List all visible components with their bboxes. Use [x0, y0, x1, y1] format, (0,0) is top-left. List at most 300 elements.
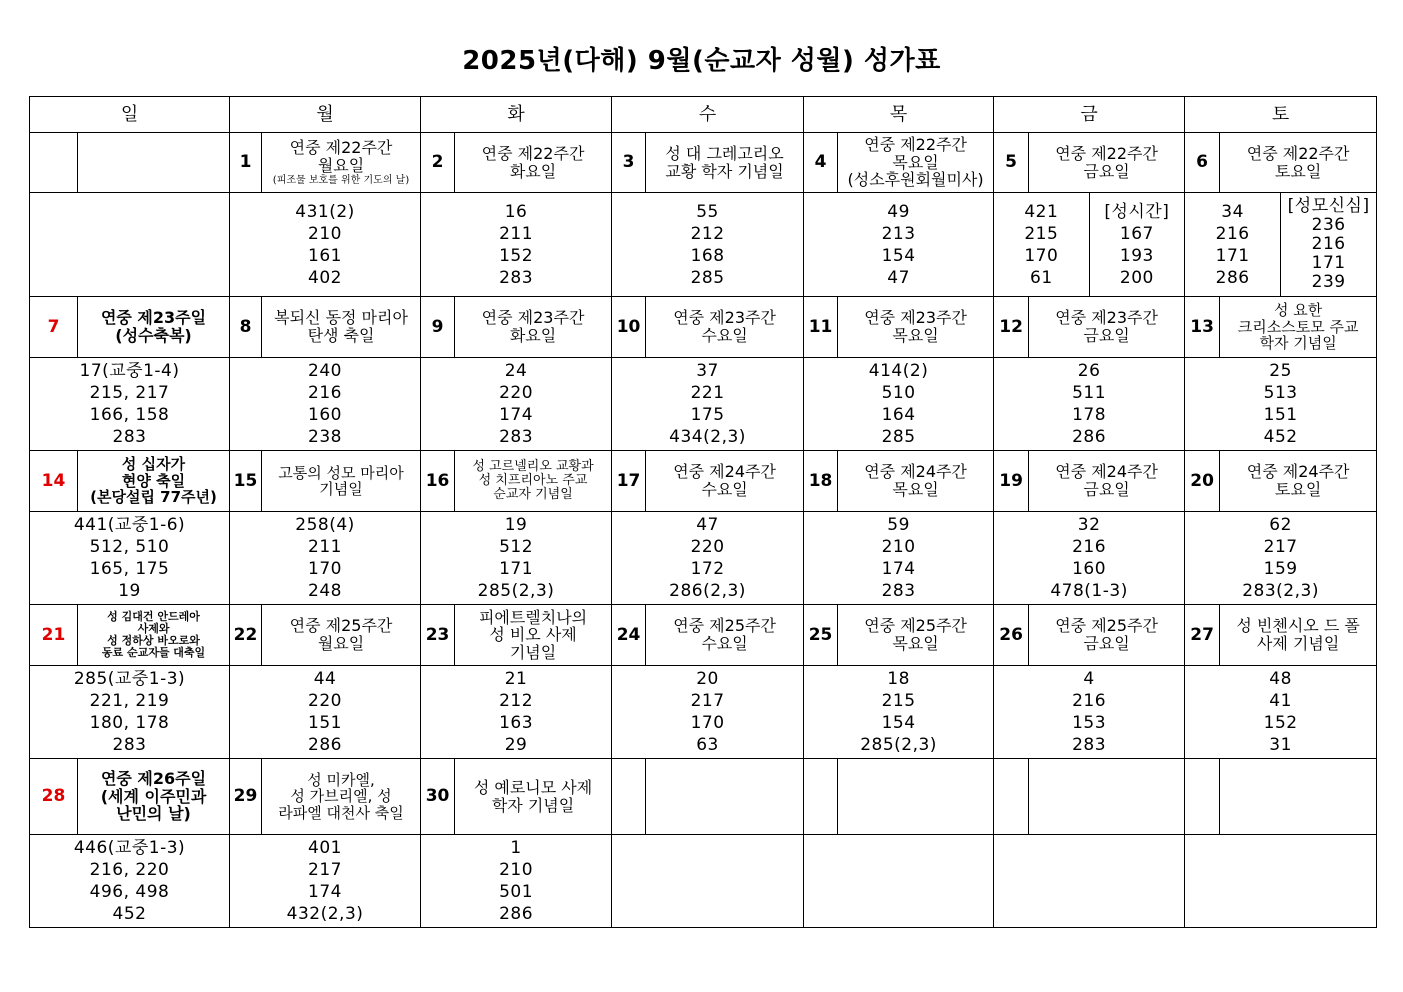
songs-marian-devotion [1281, 193, 1376, 296]
song: 174 [499, 405, 534, 425]
day-number: 23 [421, 605, 455, 666]
song: 286(2,3) [669, 581, 746, 601]
song: 55 [696, 201, 719, 222]
song: 285 [881, 427, 916, 447]
day-number: 13 [1185, 297, 1220, 358]
song-heading: [성시간] [1104, 201, 1170, 222]
song: 63 [696, 735, 719, 755]
song: 4 [1083, 669, 1095, 689]
songs-cell [230, 666, 421, 759]
song: 163 [499, 713, 534, 733]
songs-cell [230, 512, 421, 605]
feast-line: 성 예로니모 사제 [473, 777, 593, 797]
song: 19 [504, 515, 528, 535]
feast-cell [78, 133, 230, 193]
feast-line: 복되신 동정 마리아 [274, 308, 408, 328]
day-number: 14 [30, 451, 78, 512]
songs-cell [30, 358, 230, 451]
day-number: 28 [30, 759, 78, 835]
song-heading: [성모신심] [1287, 196, 1370, 216]
feast-line: 성 대 그레고리오 [665, 143, 784, 163]
feast-line: 순교자 기념일 [493, 487, 573, 503]
day-number: 3 [612, 133, 646, 193]
song: 221, 219 [89, 691, 170, 711]
song: 180, 178 [89, 713, 170, 733]
song: 168 [690, 245, 725, 266]
songs-cell [30, 193, 230, 297]
song: 166, 158 [89, 405, 170, 425]
feast-cell [646, 451, 804, 512]
empty-day-number [994, 759, 1029, 835]
week2-songs-row [30, 358, 1377, 451]
feast-line: 목요일 [892, 480, 939, 499]
song: 212 [690, 223, 725, 244]
song: 452 [1263, 427, 1298, 447]
feast-line: (성소후원회월미사) [847, 170, 984, 190]
song: 210 [499, 860, 534, 880]
feast-line: 피에트렐치나의 [478, 607, 588, 627]
song: 48 [1269, 669, 1292, 689]
empty-day-number [1185, 759, 1220, 835]
day-number: 18 [804, 451, 838, 512]
songs-cell [804, 358, 994, 451]
song: 217 [308, 860, 342, 880]
song: 283 [112, 735, 147, 755]
songs-mass [994, 193, 1090, 296]
week5-feast-row [30, 759, 1377, 835]
week3-feast-row [30, 451, 1377, 512]
song: 286 [1215, 267, 1250, 288]
day-number: 5 [994, 133, 1029, 193]
song: 213 [881, 223, 916, 244]
feast-line: 고통의 성모 마리아 [278, 463, 404, 482]
feast-line: 목요일 [892, 634, 939, 653]
feast-line: 연중 제22주간 [481, 143, 585, 163]
day-number: 17 [612, 451, 646, 512]
day-number: 10 [612, 297, 646, 358]
song: 178 [1072, 405, 1107, 425]
empty-songs-cell [804, 835, 994, 928]
song: 174 [881, 559, 916, 579]
feast-line: 난민의 날) [116, 804, 191, 824]
song: 215, 217 [89, 383, 170, 403]
feast-line: 탄생 축일 [307, 326, 375, 345]
feast-cell [1029, 297, 1185, 358]
songs-cell [421, 835, 612, 928]
song: 61 [1030, 267, 1053, 288]
song: 160 [308, 405, 342, 425]
feast-cell [455, 605, 612, 666]
song: 285 [690, 267, 725, 288]
weekday-thu: 목 [804, 97, 994, 133]
song: 167 [1119, 223, 1154, 244]
feast-cell [455, 133, 612, 193]
empty-feast-cell [646, 759, 804, 835]
song: 216 [1072, 537, 1107, 557]
feast-cell [1220, 297, 1377, 358]
day-number: 21 [30, 605, 78, 666]
song: 210 [881, 537, 916, 557]
song: 62 [1269, 515, 1292, 535]
day-number: 25 [804, 605, 838, 666]
songs-cell [804, 512, 994, 605]
week1-feast-row [30, 133, 1377, 193]
song: 239 [1311, 272, 1346, 292]
feast-line: 연중 제25주간 [289, 616, 393, 636]
feast-line: 연중 제24주간 [864, 462, 967, 482]
weekday-fri: 금 [994, 97, 1185, 133]
feast-line: 연중 제25주간 [1055, 616, 1158, 636]
song: 211 [308, 537, 342, 557]
song: 152 [1263, 713, 1298, 733]
song: 221 [690, 383, 725, 403]
song: 283(2,3) [1242, 581, 1319, 601]
feast-cell [646, 605, 804, 666]
day-number: 19 [994, 451, 1029, 512]
page-title: 2025년(다해) 9월(순교자 성월) 성가표 [462, 46, 941, 76]
feast-line: 성 김대건 안드레아 [107, 609, 200, 623]
song: 220 [308, 691, 342, 711]
song: 47 [696, 515, 719, 535]
song: 172 [690, 559, 725, 579]
songs-cell [612, 193, 804, 297]
song: 211 [499, 223, 534, 244]
song: 496, 498 [89, 882, 170, 902]
day-number: 6 [1185, 133, 1220, 193]
weekday-wed: 수 [612, 97, 804, 133]
song: 161 [308, 245, 342, 266]
song: 154 [881, 245, 916, 266]
feast-line: 연중 제22주간 [289, 138, 393, 158]
songs-cell [30, 512, 230, 605]
feast-line: 화요일 [509, 326, 557, 345]
feast-cell [1029, 133, 1185, 193]
feast-cell [838, 451, 994, 512]
feast-line: 금요일 [1083, 326, 1130, 345]
feast-line: 월요일 [317, 156, 365, 175]
feast-cell [78, 451, 230, 512]
song: 170 [690, 713, 725, 733]
feast-line: 금요일 [1083, 161, 1130, 181]
song: 220 [499, 383, 534, 403]
day-number: 9 [421, 297, 455, 358]
song: 41 [1269, 691, 1292, 711]
day-number: 7 [30, 297, 78, 358]
feast-cell [838, 605, 994, 666]
songs-cell-split [1185, 193, 1377, 297]
empty-songs-cell [994, 835, 1185, 928]
song: 286 [499, 904, 534, 924]
feast-line: 연중 제23주간 [1055, 308, 1158, 328]
songs-cell [994, 512, 1185, 605]
song: 258(4) [295, 515, 355, 535]
feast-line: 수요일 [701, 634, 748, 653]
song: 1 [510, 838, 522, 858]
day-number: 29 [230, 759, 262, 835]
song: 21 [504, 669, 528, 689]
feast-cell [838, 297, 994, 358]
feast-line: 금요일 [1083, 634, 1130, 653]
day-number: 16 [421, 451, 455, 512]
song: 44 [313, 669, 337, 689]
feast-cell [646, 133, 804, 193]
song: 283 [499, 267, 534, 288]
song: 285(2,3) [477, 581, 555, 601]
feast-line: 월요일 [317, 634, 365, 653]
feast-cell [838, 133, 994, 193]
song: 431(2) [295, 201, 355, 222]
song: 16 [504, 201, 528, 222]
songs-cell [30, 666, 230, 759]
song: 402 [308, 267, 342, 288]
day-number: 30 [421, 759, 455, 835]
song: 285(2,3) [860, 735, 937, 755]
songs-cell [612, 512, 804, 605]
empty-feast-cell [1220, 759, 1377, 835]
day-number: 11 [804, 297, 838, 358]
feast-line: 기념일 [319, 480, 363, 498]
song: 215 [1024, 223, 1059, 244]
feast-line: 연중 제23주간 [864, 308, 967, 328]
feast-line: 라파엘 대천사 축일 [278, 803, 404, 822]
hymn-schedule-table [29, 96, 1377, 928]
song: 286 [1072, 427, 1107, 447]
feast-cell [262, 759, 421, 835]
feast-line: 연중 제22주간 [1246, 143, 1350, 163]
song: 511 [1072, 383, 1107, 403]
song: 171 [499, 559, 534, 579]
song: 17(교중1-4) [79, 361, 180, 381]
song: 216 [1215, 223, 1250, 244]
feast-line: 학자 기념일 [1259, 334, 1337, 353]
song: 210 [308, 223, 342, 244]
song: 20 [696, 669, 719, 689]
empty-feast-cell [838, 759, 994, 835]
song: 171 [1311, 253, 1346, 273]
song: 513 [1263, 383, 1298, 403]
day-number: 26 [994, 605, 1029, 666]
song: 175 [690, 405, 725, 425]
songs-cell [1185, 358, 1377, 451]
songs-cell [421, 193, 612, 297]
songs-cell [421, 512, 612, 605]
feast-line: 연중 제23주일 [100, 308, 207, 328]
weekday-mon: 월 [230, 97, 421, 133]
feast-cell [1029, 451, 1185, 512]
songs-mass [1185, 193, 1281, 296]
song: 286 [308, 735, 342, 755]
songs-cell [804, 193, 994, 297]
song: 29 [504, 735, 528, 755]
feast-cell [1220, 451, 1377, 512]
song: 283 [1072, 735, 1107, 755]
weekday-tue: 화 [421, 97, 612, 133]
feast-line: 성 빈첸시오 드 폴 [1236, 616, 1360, 636]
feast-line: 연중 제23주간 [481, 308, 585, 328]
song: 434(2,3) [669, 427, 746, 447]
day-number: 12 [994, 297, 1029, 358]
song: 236 [1311, 215, 1346, 235]
songs-cell [612, 666, 804, 759]
day-number: 8 [230, 297, 262, 358]
song: 212 [499, 691, 534, 711]
feast-cell [78, 759, 230, 835]
song: 414(2) [868, 361, 929, 381]
feast-line: 성 치프리아노 주교 [478, 472, 588, 488]
song: 49 [887, 201, 910, 222]
empty-day-number [804, 759, 838, 835]
song: 216 [308, 383, 342, 403]
feast-line: 크리소스토모 주교 [1237, 317, 1359, 336]
empty-songs-cell [1185, 835, 1377, 928]
feast-cell [455, 297, 612, 358]
songs-cell [30, 835, 230, 928]
day-number: 15 [230, 451, 262, 512]
song: 452 [112, 904, 147, 924]
song: 24 [504, 361, 528, 381]
feast-line: 성 미카엘, [307, 770, 375, 789]
song: 240 [308, 361, 342, 381]
day-number: 4 [804, 133, 838, 193]
song: 170 [308, 559, 342, 579]
weekday-header-row [30, 97, 1377, 133]
song: 285(교중1-3) [73, 669, 186, 689]
song: 164 [881, 405, 916, 425]
song: 238 [308, 427, 342, 447]
feast-line: 토요일 [1274, 161, 1322, 181]
song: 200 [1119, 267, 1154, 288]
feast-line: (본당설립 77주년) [90, 488, 217, 507]
song: 59 [887, 515, 910, 535]
feast-line: 현양 축일 [121, 471, 186, 490]
song: 47 [887, 267, 910, 288]
song: 18 [887, 669, 910, 689]
song: 171 [1215, 245, 1250, 266]
feast-line: 연중 제25주간 [864, 616, 967, 636]
feast-line: 수요일 [701, 326, 748, 345]
feast-cell [262, 451, 421, 512]
day-number: 22 [230, 605, 262, 666]
song: 217 [690, 691, 725, 711]
songs-cell [994, 358, 1185, 451]
feast-cell [646, 297, 804, 358]
songs-cell [421, 358, 612, 451]
songs-cell [421, 666, 612, 759]
songs-holy-hour [1090, 193, 1185, 296]
song: 153 [1072, 713, 1107, 733]
song: 151 [308, 713, 342, 733]
song: 478(1-3) [1050, 581, 1128, 601]
feast-line: 연중 제24주간 [673, 462, 776, 482]
song: 283 [499, 427, 534, 447]
feast-line: 토요일 [1274, 480, 1322, 499]
feast-cell [1029, 605, 1185, 666]
week1-songs-row [30, 193, 1377, 297]
song: 441(교중1-6) [73, 515, 186, 535]
song: 283 [881, 581, 916, 601]
week4-feast-row [30, 605, 1377, 666]
feast-cell [78, 605, 230, 666]
feast-line: 성 가브리엘, 성 [290, 787, 392, 806]
day-number: 20 [1185, 451, 1220, 512]
week3-songs-row [30, 512, 1377, 605]
day-number: 2 [421, 133, 455, 193]
song: 160 [1072, 559, 1107, 579]
song: 34 [1221, 201, 1244, 222]
song: 421 [1024, 201, 1059, 222]
feast-cell [455, 759, 612, 835]
day-number: 24 [612, 605, 646, 666]
song: 193 [1119, 245, 1154, 266]
feast-line: 금요일 [1083, 480, 1130, 499]
week5-songs-row [30, 835, 1377, 928]
song: 174 [308, 882, 342, 902]
feast-line: 연중 제25주간 [673, 616, 776, 636]
song: 216 [1072, 691, 1107, 711]
songs-cell [612, 358, 804, 451]
week2-feast-row [30, 297, 1377, 358]
empty-day-number [612, 759, 646, 835]
song: 501 [499, 882, 534, 902]
weekday-sun: 일 [30, 97, 230, 133]
songs-cell [230, 193, 421, 297]
feast-line: 연중 제24주간 [1055, 462, 1158, 482]
feast-line: 연중 제22주간 [1055, 143, 1158, 163]
song: 512, 510 [89, 537, 170, 557]
feast-line: 연중 제23주간 [673, 308, 776, 328]
feast-line: 연중 제26주일 [100, 769, 207, 789]
feast-line: 목요일 [892, 326, 939, 345]
feast-line: (세계 이주민과 [100, 786, 207, 806]
feast-line: 동료 순교자들 대축일 [101, 646, 206, 660]
songs-cell [804, 666, 994, 759]
week4-songs-row [30, 666, 1377, 759]
songs-cell [230, 358, 421, 451]
song: 510 [881, 383, 916, 403]
song: 165, 175 [89, 559, 170, 579]
feast-line: 성 정하상 바오로와 [107, 634, 200, 647]
feast-line: 목요일 [892, 152, 939, 172]
feast-cell [455, 451, 612, 512]
song: 215 [881, 691, 916, 711]
feast-line: (성수축복) [115, 326, 192, 345]
song: 37 [696, 361, 719, 381]
song: 512 [499, 537, 534, 557]
empty-songs-cell [612, 835, 804, 928]
song: 19 [118, 581, 141, 601]
song: 220 [690, 537, 725, 557]
empty-feast-cell [1029, 759, 1185, 835]
feast-line: 사제 기념일 [1256, 634, 1340, 653]
song: 151 [1263, 405, 1298, 425]
song: 159 [1263, 559, 1298, 579]
feast-cell [1220, 605, 1377, 666]
song: 248 [308, 581, 342, 601]
songs-cell [1185, 666, 1377, 759]
feast-cell [1220, 133, 1377, 193]
song: 217 [1263, 537, 1298, 557]
song: 170 [1024, 245, 1059, 266]
song: 401 [308, 838, 342, 858]
feast-line: 성 요한 [1273, 301, 1323, 320]
feast-line: 연중 제22주간 [864, 135, 967, 155]
feast-line: 교황 학자 기념일 [665, 161, 784, 181]
feast-line: 화요일 [509, 161, 557, 181]
weekday-sat: 토 [1185, 97, 1377, 133]
feast-cell [78, 297, 230, 358]
song: 432(2,3) [286, 904, 364, 924]
songs-cell [1185, 512, 1377, 605]
